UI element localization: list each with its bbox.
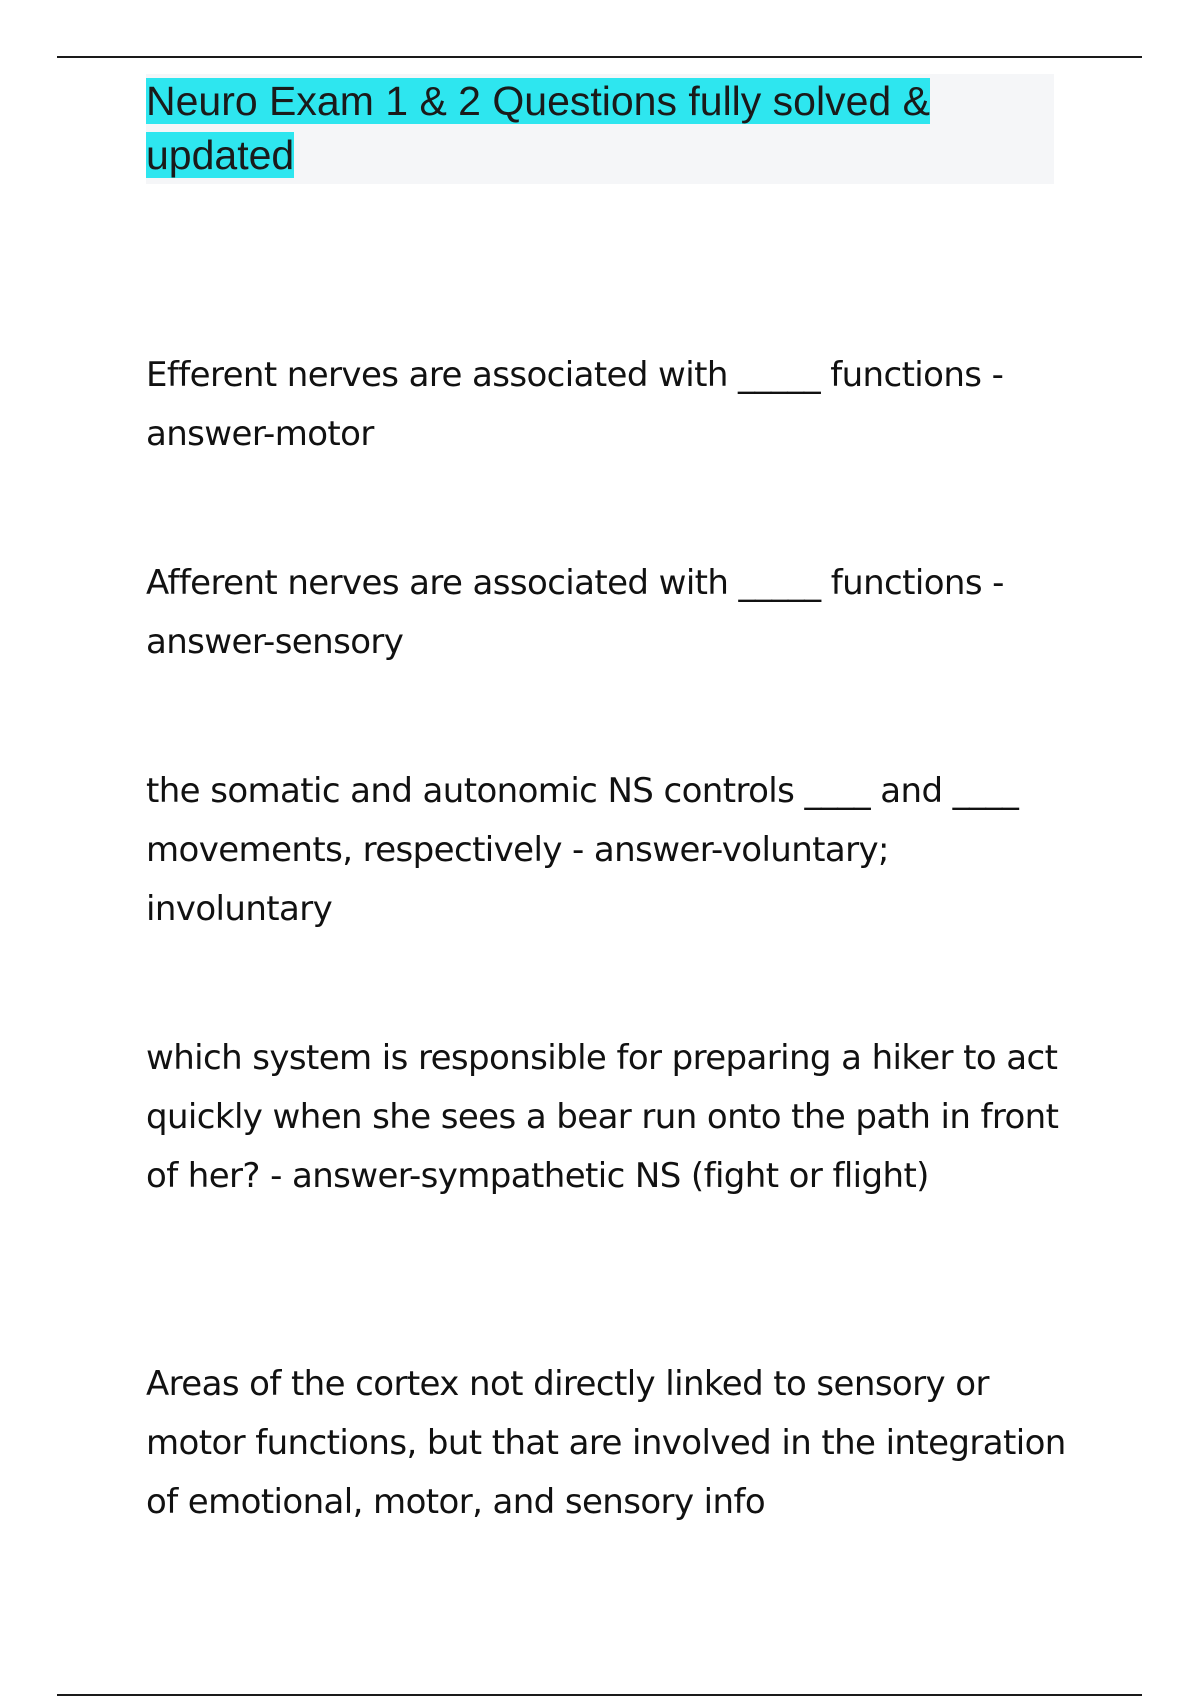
document-title <box>146 74 1026 182</box>
question-answer-item: Efferent nerves are associated with _____ functions - answer-motor <box>146 355 1004 454</box>
title-block <box>146 74 1054 184</box>
question-answer-item: which system is responsible for preparing a hiker to act quickly when she sees a bear run onto the path in front of her? - answer-sympathetic NS (fight or flight) <box>146 1038 1059 1196</box>
top-rule <box>57 56 1142 58</box>
bottom-rule <box>57 1694 1142 1696</box>
question-answer-item: Areas of the cortex not directly linked to sensory or motor functions, but that are involved in the integration of emotional, motor, and sensory info <box>146 1364 1066 1522</box>
title-highlight: Neuro Exam 1 & 2 Questions fully solved & updated <box>146 78 930 178</box>
question-answer-item: Afferent nerves are associated with _____ functions - answer-sensory <box>146 563 1004 662</box>
question-answer-item: the somatic and autonomic NS controls ____ and ____ movements, respectively - answer-voluntary; involuntary <box>146 771 1019 929</box>
